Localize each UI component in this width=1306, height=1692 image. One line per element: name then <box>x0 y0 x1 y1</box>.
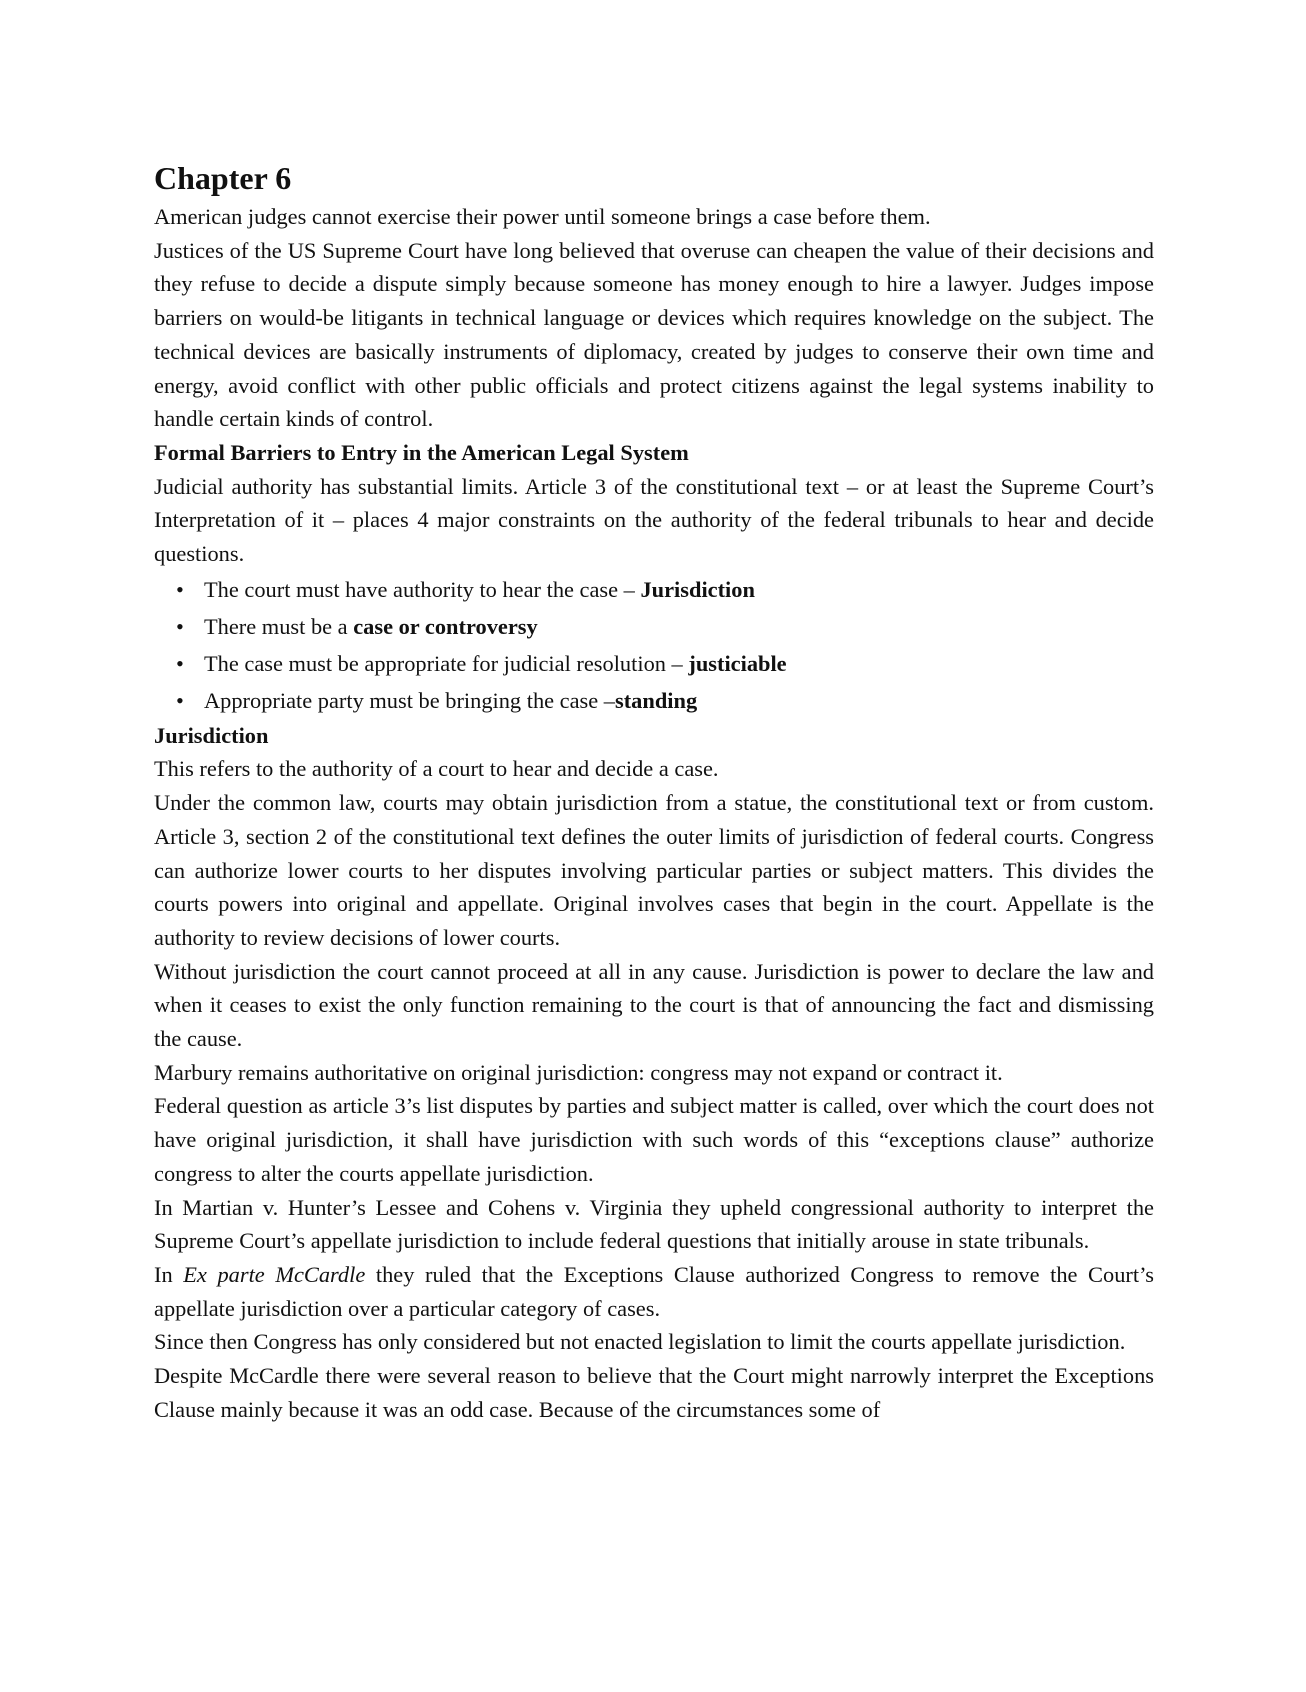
list-item-term: standing <box>615 687 698 713</box>
list-item-text: The case must be appropriate for judicial resolution – <box>204 650 689 676</box>
list-item <box>176 645 1154 682</box>
list-item <box>176 682 1154 719</box>
mccardle-paragraph <box>154 1258 1154 1325</box>
intro-paragraph-1: American judges cannot exercise their power until someone brings a case before them. <box>154 204 931 229</box>
chapter-title: Chapter 6 <box>154 160 292 196</box>
intro-paragraph-2: Justices of the US Supreme Court have long believed that overuse can cheapen the value of their decisions and they refuse to decide a dispute simply because someone has money enough to hire a lawyer. Judges impose barriers on would-be litigants in technical language or devices which requires knowledge on the subject. The technical devices are basically instruments of diplomacy, created by judges to conserve their own time and energy, avoid conflict with other public officials and protect citizens against the legal systems inability to handle certain kinds of control. <box>154 237 1154 432</box>
list-item <box>176 608 1154 645</box>
jurisdiction-paragraph-6: In Martian v. Hunter’s Lessee and Cohens v. Virginia they upheld congressional authority to interpret the Supreme Court’s appellate jurisdiction to include federal questions that initially arouse in state tribunals. <box>154 1194 1154 1254</box>
bullet-icon: • <box>176 687 184 713</box>
bullet-icon: • <box>176 613 184 639</box>
list-item-term: justiciable <box>688 650 787 676</box>
mccardle-prefix: In <box>154 1261 184 1287</box>
bullet-icon: • <box>176 650 184 676</box>
closing-paragraph-1: Since then Congress has only considered but not enacted legislation to limit the courts appellate jurisdiction. <box>154 1329 1126 1355</box>
jurisdiction-paragraph-2: Under the common law, courts may obtain jurisdiction from a statue, the constitutional text or from custom. Article 3, section 2 of the constitutional text defines the outer limits of jurisdiction of federal courts. Congress can authorize lower courts to her disputes involving particular parties or subject matters. This divides the courts powers into original and appellate. Original involves cases that begin in the court. Appellate is the authority to review decisions of lower courts. <box>154 790 1154 950</box>
bullet-icon: • <box>176 576 184 602</box>
jurisdiction-paragraph-1: This refers to the authority of a court to hear and decide a case. <box>154 756 719 782</box>
section-heading-jurisdiction: Jurisdiction <box>154 722 269 748</box>
jurisdiction-paragraph-5: Federal question as article 3’s list disputes by parties and subject matter is called, over which the court does not have original jurisdiction, it shall have jurisdiction with such words of this “exceptions clause” authorize congress to alter the courts appellate jurisdiction. <box>154 1093 1154 1186</box>
list-item-term: case or controversy <box>353 613 538 639</box>
list-item-text: Appropriate party must be bringing the case – <box>204 687 616 713</box>
formal-barriers-paragraph: Judicial authority has substantial limits. Article 3 of the constitutional text – or at least the Supreme Court’s Interpretation of it – places 4 major constraints on the authority of the federal tribunals to hear and decide questions. <box>154 473 1154 567</box>
document-page <box>154 158 1154 1427</box>
list-item-text: There must be a <box>204 613 354 639</box>
section-heading-formal-barriers: Formal Barriers to Entry in the American Legal System <box>154 439 689 465</box>
list-item <box>176 571 1154 608</box>
mccardle-suffix: they ruled that the Exceptions Clause authorized Congress to remove the Court’s appellate jurisdiction over a particular category of cases. <box>154 1261 1154 1321</box>
list-item-text: The court must have authority to hear the case – <box>204 576 641 602</box>
closing-paragraph-2: Despite McCardle there were several reason to believe that the Court might narrowly interpret the Exceptions Clause mainly because it was an odd case. Because of the circumstances some of <box>154 1363 1154 1422</box>
jurisdiction-paragraph-4: Marbury remains authoritative on original jurisdiction: congress may not expand or contract it. <box>154 1059 1003 1085</box>
constraints-list <box>154 571 1154 719</box>
jurisdiction-paragraph-3: Without jurisdiction the court cannot proceed at all in any cause. Jurisdiction is power to declare the law and when it ceases to exist the only function remaining to the court is that of announcing the fact and dismissing the cause. <box>154 958 1154 1052</box>
list-item-term: Jurisdiction <box>640 576 755 602</box>
case-name-italic: Ex parte McCardle <box>183 1261 366 1287</box>
